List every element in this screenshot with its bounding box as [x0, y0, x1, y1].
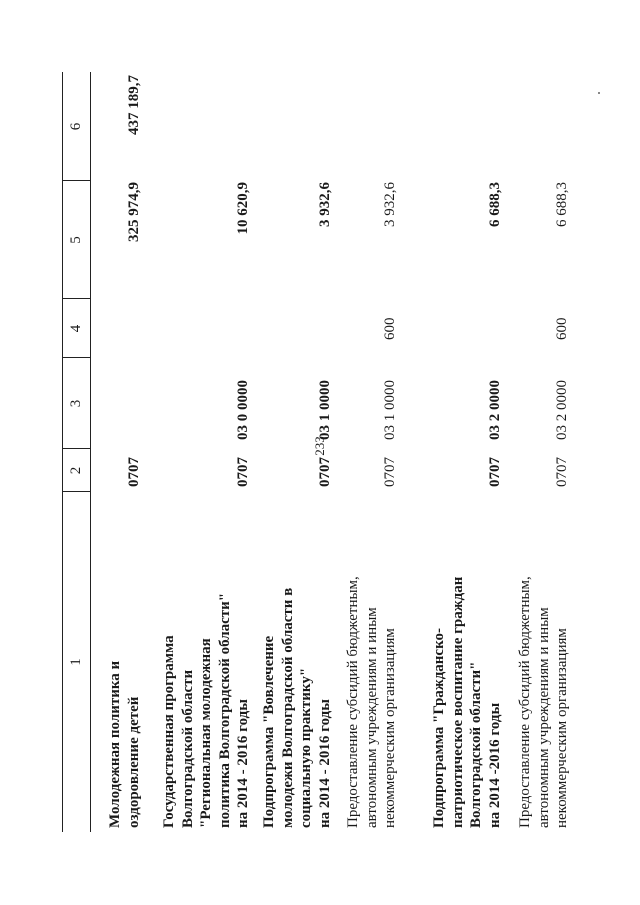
- column-header: 5: [68, 236, 84, 244]
- row-name-line: на 2014 - 2016 годы: [316, 699, 333, 828]
- amount-column-6: 437 189,7: [125, 75, 142, 135]
- table-top-rule: [62, 72, 63, 832]
- section-code: 0707: [486, 457, 503, 487]
- row-name-line: политика Волгоградской области": [216, 592, 233, 828]
- row-name-line: Предоставление субсидий бюджетным,: [517, 576, 533, 828]
- section-code: 0707: [235, 457, 251, 487]
- expense-type-code: 600: [554, 317, 570, 340]
- row-name-line: Государственная программа: [161, 635, 177, 828]
- row-name-line: Волгоградской области": [468, 661, 484, 828]
- section-code: 0707: [316, 457, 333, 487]
- target-article-code: 03 2 0000: [486, 380, 503, 440]
- row-name-line: патриотическое воспитание граждан: [449, 576, 466, 828]
- target-article-code: 03 2 0000: [554, 380, 570, 440]
- row-name-line: социальную практику": [298, 667, 314, 828]
- row-name-line: "Региональная молодежная: [198, 638, 214, 828]
- row-name-line: некоммерческим организациям: [382, 628, 398, 828]
- target-article-code: 03 1 0000: [382, 380, 398, 440]
- amount-column-5: 3 932,6: [382, 182, 398, 227]
- amount-column-5: 6 688,3: [554, 182, 570, 227]
- section-code: 0707: [554, 457, 570, 487]
- page-number: 233: [312, 436, 327, 456]
- row-name-line: Подпрограмма "Гражданско-: [431, 627, 447, 828]
- row-name-line: Предоставление субсидий бюджетным,: [345, 576, 361, 828]
- amount-column-5: 6 688,3: [486, 182, 503, 227]
- row-name-line: автономным учреждениям и иным: [535, 607, 552, 828]
- column-header: 2: [68, 466, 84, 475]
- amount-column-5: 10 620,9: [235, 182, 251, 235]
- row-name-line: на 2014 -2016 годы: [486, 702, 503, 828]
- row-name-line: Молодежная политика и: [107, 660, 123, 828]
- column-header: 3: [68, 399, 84, 408]
- row-name-line: на 2014 - 2016 годы: [235, 699, 251, 828]
- amount-column-5: 3 932,6: [316, 182, 333, 227]
- row-name-line: Подпрограмма "Вовлечение: [261, 635, 277, 828]
- section-code: 0707: [382, 457, 398, 487]
- row-name-line: Волгоградской области: [179, 669, 196, 828]
- row-name-line: оздоровление детей: [125, 696, 142, 828]
- column-header: 1: [68, 658, 84, 666]
- target-article-code: 03 1 0000: [316, 380, 333, 440]
- row-name-line: некоммерческим организациям: [554, 628, 570, 828]
- target-article-code: 03 0 0000: [235, 380, 251, 440]
- amount-column-5: 325 974,9: [125, 182, 142, 242]
- column-header: 4: [68, 324, 84, 333]
- budget-table: [62, 72, 582, 832]
- column-header: 6: [68, 122, 84, 131]
- section-code: 0707: [125, 457, 142, 487]
- scan-speck: [598, 92, 600, 94]
- row-name-line: автономным учреждениям и иным: [363, 607, 380, 828]
- row-name-line: молодежи Волгоградской области в: [279, 587, 296, 828]
- expense-type-code: 600: [382, 317, 398, 340]
- header-bottom-rule: [90, 72, 91, 832]
